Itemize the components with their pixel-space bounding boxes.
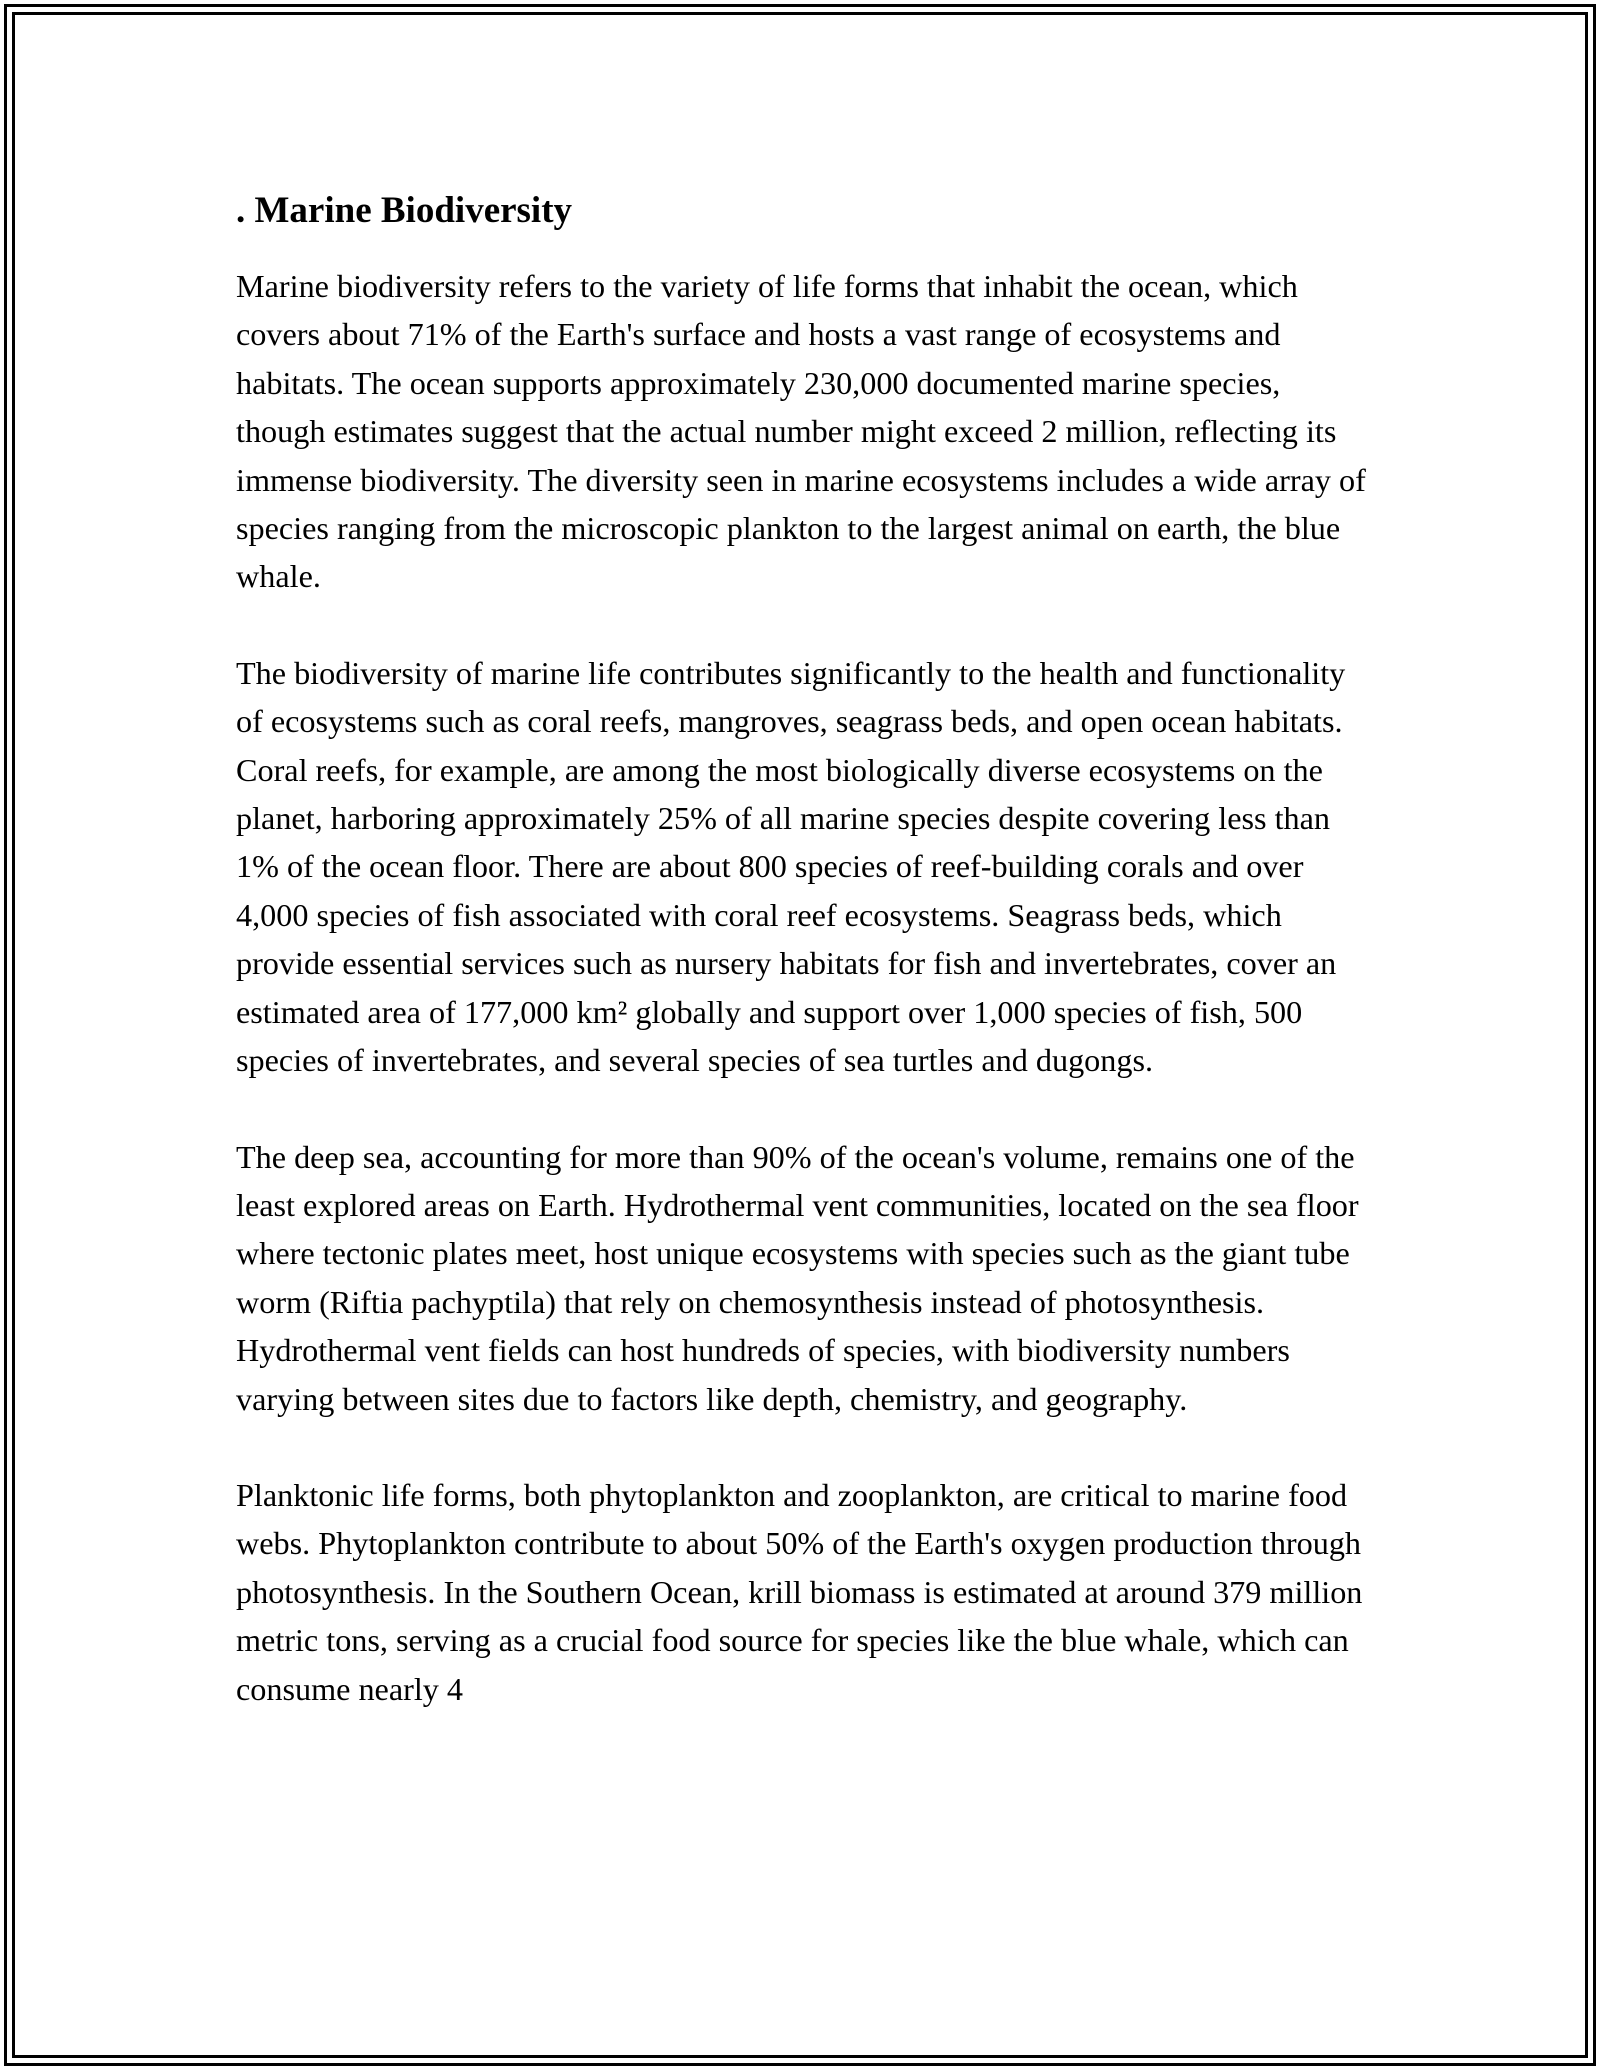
paragraph-plankton: Planktonic life forms, both phytoplankton and zooplankton, are critical to marine food webs. Phytoplankton contribute to about 50% of the Earth's oxygen production through photosynthesis. In the Southern Ocean, krill biomass is estimated at around 379 million metric tons, serving as a crucial food source for species like the blue whale, which can consume nearly 4 xyxy=(236,1476,1363,1707)
document-body xyxy=(236,188,1376,1761)
paragraph-deep-sea: The deep sea, accounting for more than 90% of the ocean's volume, remains one of the least explored areas on Earth. Hydrothermal vent communities, located on the sea floor where tectonic plates meet, host unique ecosystems with species such as the giant tube worm (Riftia pachyptila) that rely on chemosynthesis instead of photosynthesis. Hydrothermal vent fields can host hundreds of species, with biodiversity numbers varying between sites due to factors like depth, chemistry, and geography. xyxy=(236,1138,1359,1417)
section-heading: . Marine Biodiversity xyxy=(236,190,573,231)
paragraph-ecosystems: The biodiversity of marine life contributes significantly to the health and functionality of ecosystems such as coral reefs, mangroves, seagrass beds, and open ocean habitats. Coral reefs, for example, are among the most biologically diverse ecosystems on the planet, harboring approximately 25% of all marine species despite covering less than 1% of the ocean floor. There are about 800 species of reef-building corals and over 4,000 species of fish associated with coral reef ecosystems. Seagrass beds, which provide essential services such as nursery habitats for fish and invertebrates, cover an estimated area of 177,000 km² globally and support over 1,000 species of fish, 500 species of invertebrates, and several species of sea turtles and dugongs. xyxy=(236,654,1346,1079)
paragraph-overview: Marine biodiversity refers to the variety of life forms that inhabit the ocean, which covers about 71% of the Earth's surface and hosts a vast range of ecosystems and habitats. The ocean supports approximately 230,000 documented marine species, though estimates suggest that the actual number might exceed 2 million, reflecting its immense biodiversity. The diversity seen in marine ecosystems includes a wide array of species ranging from the microscopic plankton to the largest animal on earth, the blue whale. xyxy=(236,268,1366,595)
